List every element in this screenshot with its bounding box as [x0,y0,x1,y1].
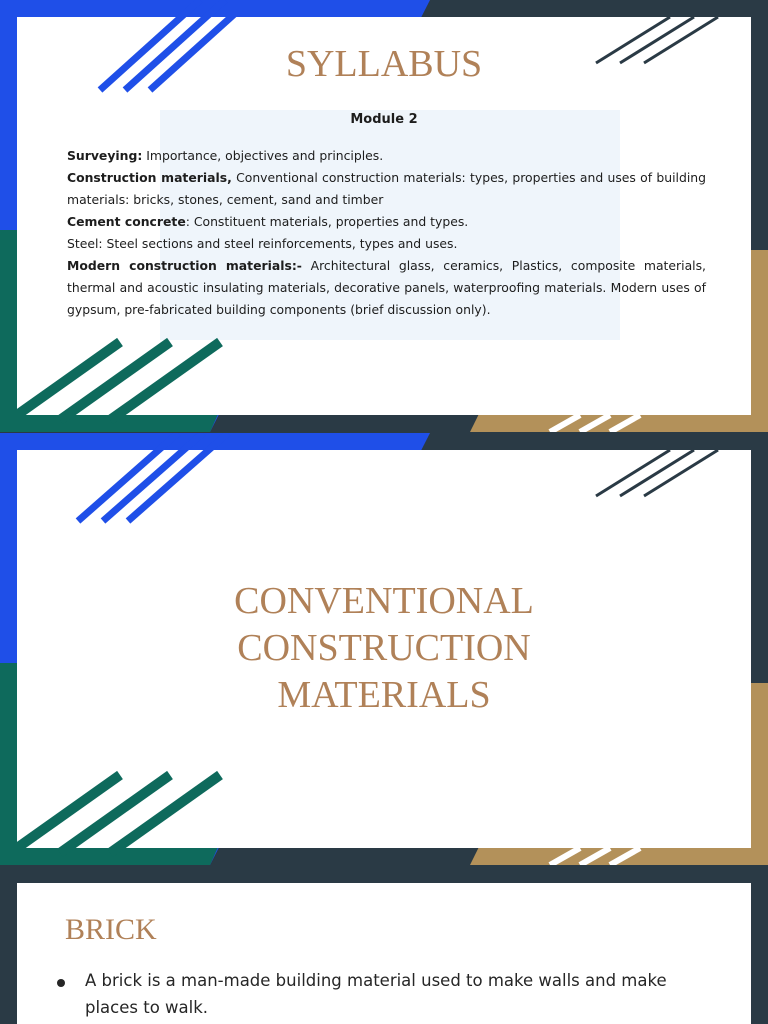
slide-title [0,578,768,719]
slide-title: SYLLABUS [285,43,483,85]
title-line: MATERIALS [277,674,491,716]
title-line: CONSTRUCTION [237,627,531,669]
syllabus-line: Cement concrete: Constituent materials, properties and types. [67,214,469,229]
title-line: CONVENTIONAL [234,580,534,622]
syllabus-text [67,145,706,321]
bullet-icon [57,979,65,987]
syllabus-line: Modern construction materials:- Architectural glass, ceramics, Plastics, composite materials, thermal and acoustic insulating materials, decorative panels, waterproofing materials. Modern uses of gypsum, pre-fabricated building components (brief discussion only). [67,258,706,317]
module-heading: Module 2 [350,112,418,127]
syllabus-line: Surveying: Importance, objectives and principles. [67,148,384,163]
slide-syllabus [0,0,768,432]
slide-conventional [0,433,768,865]
syllabus-line: Construction materials, Conventional construction materials: types, properties and uses of building materials: bricks, stones, cement, sand and timber [67,170,706,207]
syllabus-line: Steel: Steel sections and steel reinforcements, types and uses. [67,236,458,251]
bullet-text: A brick is a man-made building material used to make walls and make places to walk. [85,971,667,1017]
slide-title: BRICK [65,913,157,946]
